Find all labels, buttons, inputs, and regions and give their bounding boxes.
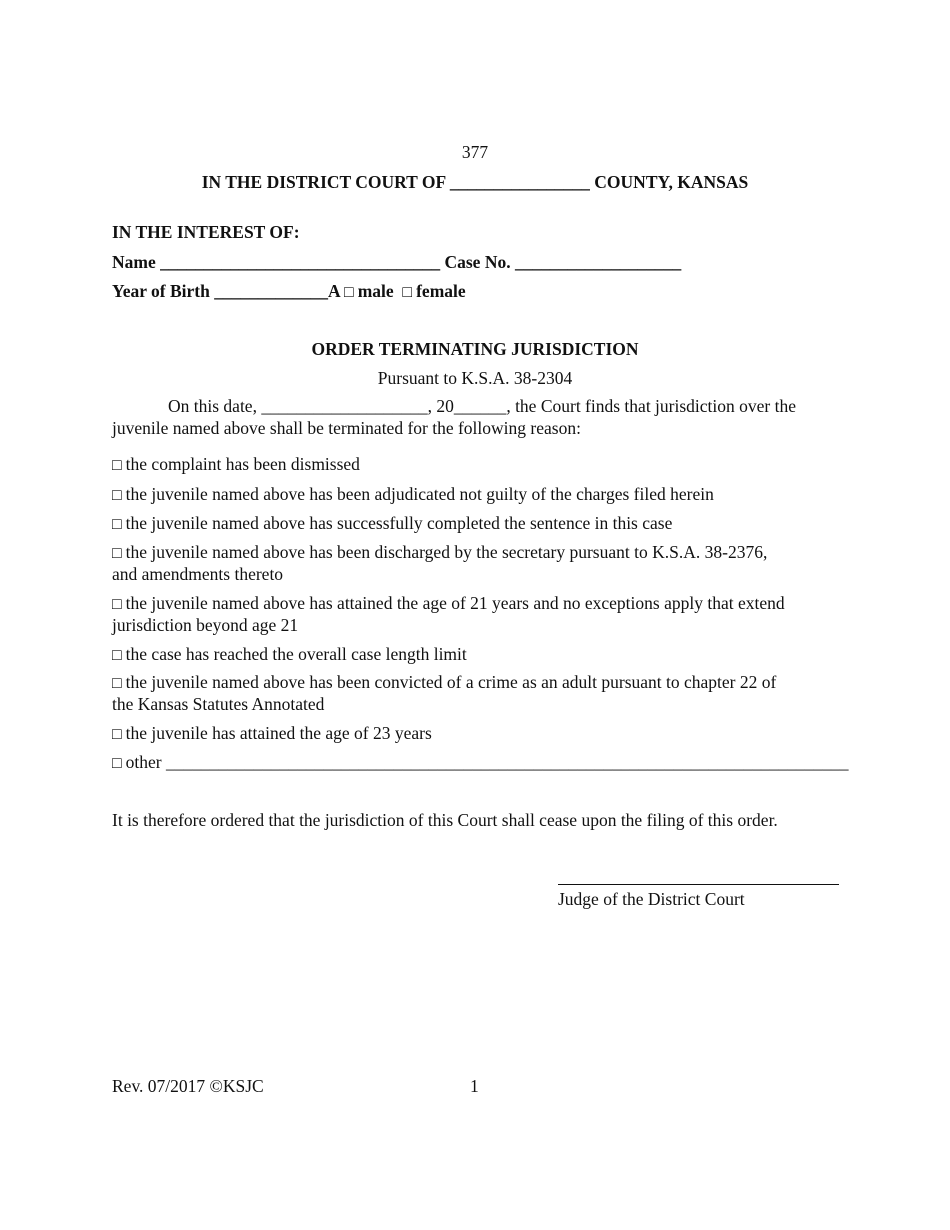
reason-text: the juvenile named above has been adjudicated not guilty of the charges filed herein (125, 484, 714, 504)
intro-line-1-text: On this date, ___________________, 20______, the Court finds that jurisdiction over the (168, 396, 796, 416)
reason-checkbox[interactable]: □ (112, 596, 122, 613)
reason-item (112, 542, 767, 564)
reason-checkbox[interactable]: □ (112, 516, 122, 533)
reason-continuation: jurisdiction beyond age 21 (112, 615, 299, 635)
reason-continuation: the Kansas Statutes Annotated (112, 694, 325, 714)
order-statement: It is therefore ordered that the jurisdiction of this Court shall cease upon the filing of this order. (112, 810, 778, 830)
interest-label: IN THE INTEREST OF: (112, 222, 300, 242)
signature-label: Judge of the District Court (558, 889, 745, 909)
female-checkbox[interactable]: □ (402, 284, 413, 301)
reason-item-other (112, 752, 849, 774)
reason-item (112, 672, 776, 694)
reason-text: the juvenile named above has attained the age of 21 years and no exceptions apply that extend (125, 593, 785, 613)
signature-line[interactable] (558, 884, 839, 885)
reason-item (112, 454, 360, 476)
reason-text: the case has reached the overall case length limit (125, 644, 467, 664)
reason-checkbox[interactable]: □ (112, 457, 122, 474)
year-of-birth-line (112, 281, 466, 303)
reason-text: the juvenile named above has been discharged by the secretary pursuant to K.S.A. 38-2376, (125, 542, 768, 562)
female-label: female (416, 281, 466, 301)
reason-checkbox[interactable]: □ (112, 755, 122, 772)
reason-checkbox[interactable]: □ (112, 647, 122, 664)
footer-revision: Rev. 07/2017 ©KSJC (112, 1076, 264, 1096)
reason-text: the juvenile has attained the age of 23 years (125, 723, 432, 743)
reason-other-text[interactable]: other ______________________________________________________________________________ (125, 752, 849, 772)
reason-item (112, 644, 467, 666)
reason-checkbox[interactable]: □ (112, 487, 122, 504)
reason-checkbox[interactable]: □ (112, 545, 122, 562)
court-header: IN THE DISTRICT COURT OF ________________ COUNTY, KANSAS (201, 172, 749, 192)
reason-text: the juvenile named above has successfully completed the sentence in this case (125, 513, 673, 533)
reason-item (112, 593, 785, 615)
reason-item (112, 484, 714, 506)
footer-page-number: 1 (470, 1076, 479, 1096)
reason-continuation: and amendments thereto (112, 564, 284, 584)
reason-item (112, 723, 432, 745)
name-case-line: Name ________________________________ Case No. ___________________ (112, 252, 682, 272)
order-title: ORDER TERMINATING JURISDICTION (311, 339, 639, 359)
order-subtitle: Pursuant to K.S.A. 38-2304 (377, 368, 573, 388)
reason-text: the juvenile named above has been convicted of a crime as an adult pursuant to chapter 22 of (125, 672, 777, 692)
reason-text: the complaint has been dismissed (125, 454, 360, 474)
reason-checkbox[interactable]: □ (112, 726, 122, 743)
year-of-birth-label: Year of Birth _____________A (112, 281, 340, 301)
intro-line-2: juvenile named above shall be terminated for the following reason: (112, 418, 581, 438)
male-label: male (357, 281, 394, 301)
page-number-top: 377 (461, 142, 489, 162)
reason-item (112, 513, 672, 535)
intro-line-1 (112, 396, 796, 417)
male-checkbox[interactable]: □ (344, 284, 354, 301)
reason-checkbox[interactable]: □ (112, 675, 122, 692)
